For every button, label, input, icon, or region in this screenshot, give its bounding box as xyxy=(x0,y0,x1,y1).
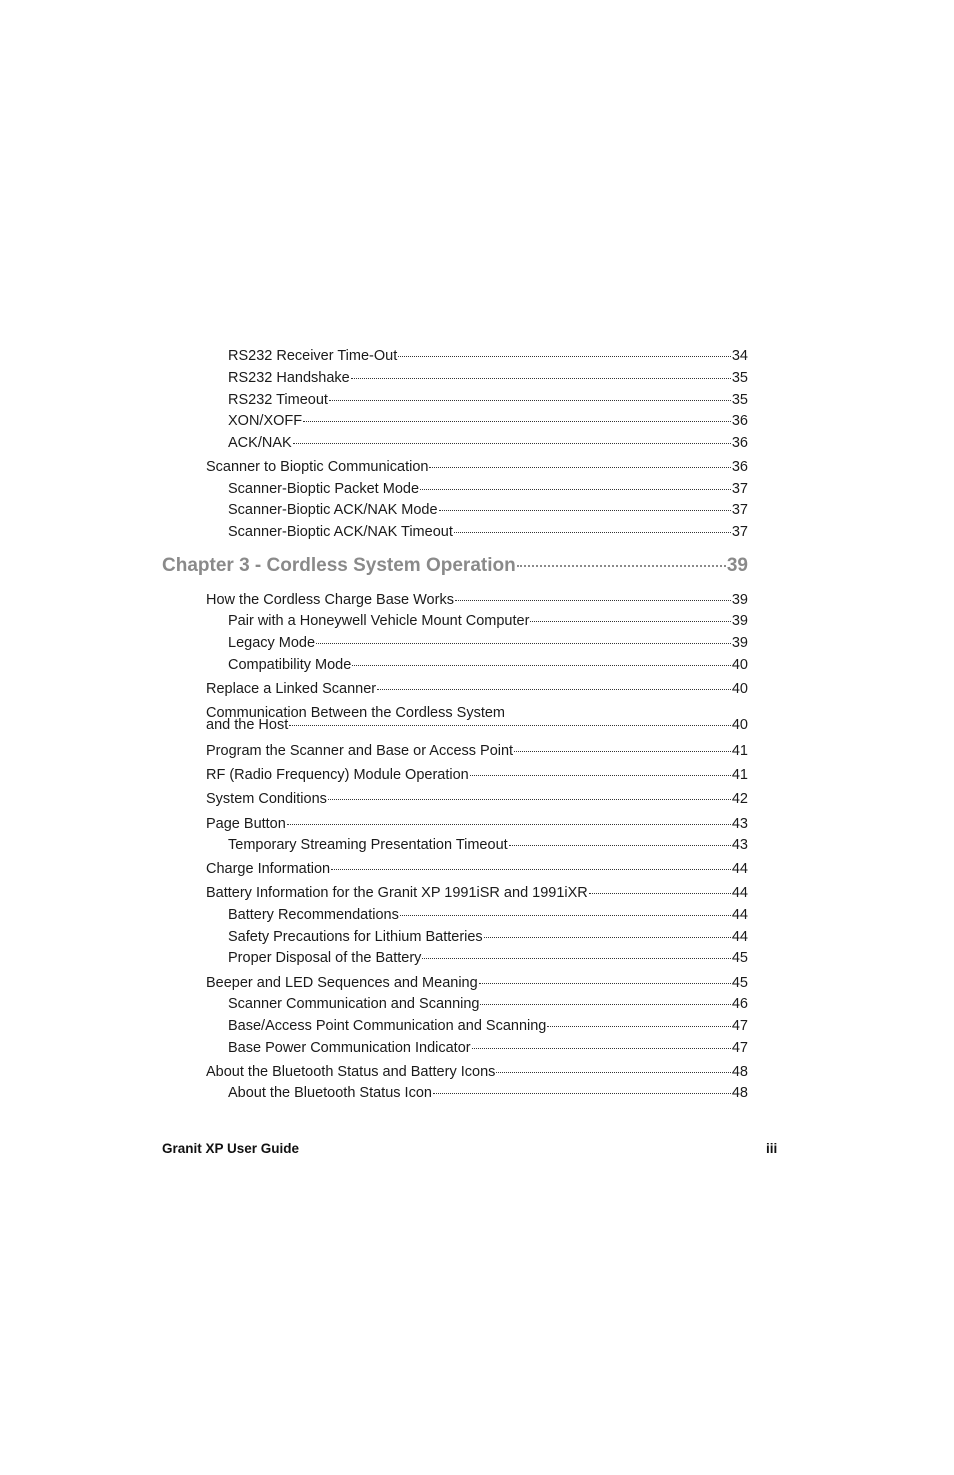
toc-entry-ack-nak[interactable] xyxy=(228,435,748,451)
toc-entry-label: Scanner-Bioptic Packet Mode xyxy=(228,481,420,497)
toc-entry-system-conditions[interactable] xyxy=(206,791,748,807)
toc-entry-label: Program the Scanner and Base or Access Point xyxy=(206,743,514,759)
toc-page-number: 36 xyxy=(731,413,748,429)
dot-leader xyxy=(517,565,726,567)
toc-entry-bioptic-acknak-timeout[interactable] xyxy=(228,524,748,540)
toc-page-number: 40 xyxy=(731,717,748,733)
toc-page-number: 36 xyxy=(731,435,748,451)
dot-leader xyxy=(439,510,731,511)
toc-entry-battery-recs[interactable] xyxy=(228,907,748,923)
toc-entry-label: Proper Disposal of the Battery xyxy=(228,950,422,966)
toc-entry-label: Base Power Communication Indicator xyxy=(228,1040,471,1056)
toc-page-number: 39 xyxy=(731,613,748,629)
toc-entry-label: Scanner Communication and Scanning xyxy=(228,996,480,1012)
toc-chapter-heading[interactable] xyxy=(162,555,748,577)
toc-entry-label: Battery Information for the Granit XP 1991iSR and 1991iXR xyxy=(206,885,588,901)
toc-entry-beeper-led[interactable] xyxy=(206,975,748,991)
dot-leader xyxy=(530,621,730,622)
toc-entry-label: ACK/NAK xyxy=(228,435,292,451)
dot-leader xyxy=(429,467,730,468)
dot-leader xyxy=(352,665,731,666)
toc-entry-temp-streaming[interactable] xyxy=(228,837,748,853)
toc-entry-rs232-handshake[interactable] xyxy=(228,370,748,386)
toc-entry-label: Beeper and LED Sequences and Meaning xyxy=(206,975,478,991)
footer-page-number: iii xyxy=(766,1141,778,1156)
toc-entry-label: RS232 Receiver Time-Out xyxy=(228,348,398,364)
footer-document-title: Granit XP User Guide xyxy=(162,1141,300,1156)
toc-entry-bt-status-battery[interactable] xyxy=(206,1064,748,1080)
toc-page-number: 40 xyxy=(731,681,748,697)
toc-entry-label: RS232 Timeout xyxy=(228,392,328,408)
toc-page-number: 39 xyxy=(731,635,748,651)
toc-entry-replace-linked[interactable] xyxy=(206,681,748,697)
dot-leader xyxy=(514,751,731,752)
toc-entry-label-line1: Communication Between the Cordless System xyxy=(206,705,505,721)
dot-leader xyxy=(293,443,731,444)
toc-page-number: 40 xyxy=(731,657,748,673)
toc-entry-xon-xoff[interactable] xyxy=(228,413,748,429)
toc-entry-label: Legacy Mode xyxy=(228,635,316,651)
toc-entry-label: Scanner-Bioptic ACK/NAK Mode xyxy=(228,502,438,518)
toc-entry-label: Charge Information xyxy=(206,861,331,877)
toc-page-number: 34 xyxy=(731,348,748,364)
dot-leader xyxy=(303,421,731,422)
toc-page-number: 46 xyxy=(731,996,748,1012)
toc-entry-label: XON/XOFF xyxy=(228,413,303,429)
dot-leader xyxy=(472,1048,731,1049)
toc-page-number: 41 xyxy=(731,767,748,783)
toc-page-number: 47 xyxy=(731,1018,748,1034)
dot-leader xyxy=(422,958,730,959)
toc-entry-scanner-bioptic[interactable] xyxy=(206,459,748,475)
toc-page-number: 45 xyxy=(731,975,748,991)
toc-entry-safety-lithium[interactable] xyxy=(228,929,748,945)
toc-entry-scanner-comm[interactable] xyxy=(228,996,748,1012)
dot-leader xyxy=(484,937,731,938)
toc-entry-label: Page Button xyxy=(206,816,286,832)
toc-entry-rf-module[interactable] xyxy=(206,767,748,783)
toc-page-number: 44 xyxy=(731,861,748,877)
toc-entry-charge-base[interactable] xyxy=(206,592,748,608)
toc-entry-comm-between[interactable] xyxy=(206,705,748,733)
toc-entry-label: RS232 Handshake xyxy=(228,370,350,386)
toc-page-number: 48 xyxy=(731,1064,748,1080)
toc-page-number: 37 xyxy=(731,502,748,518)
toc-entry-label: Scanner-Bioptic ACK/NAK Timeout xyxy=(228,524,453,540)
dot-leader xyxy=(470,775,731,776)
toc-entry-label: Pair with a Honeywell Vehicle Mount Computer xyxy=(228,613,530,629)
dot-leader xyxy=(316,643,731,644)
dot-leader xyxy=(351,378,731,379)
dot-leader xyxy=(496,1072,730,1073)
toc-entry-bioptic-packet[interactable] xyxy=(228,481,748,497)
toc-entry-legacy-mode[interactable] xyxy=(228,635,748,651)
dot-leader xyxy=(328,799,731,800)
toc-page-number: 48 xyxy=(731,1085,748,1101)
toc-page-number: 35 xyxy=(731,370,748,386)
dot-leader xyxy=(400,915,731,916)
toc-entry-rs232-timeout[interactable] xyxy=(228,392,748,408)
toc-entry-bioptic-acknak[interactable] xyxy=(228,502,748,518)
toc-page-number: 37 xyxy=(731,524,748,540)
toc-entry-rs232-receiver-timeout[interactable] xyxy=(228,348,748,364)
toc-entry-label: Temporary Streaming Presentation Timeout xyxy=(228,837,508,853)
toc-entry-pair-honeywell[interactable] xyxy=(228,613,748,629)
dot-leader xyxy=(433,1093,731,1094)
dot-leader xyxy=(331,869,731,870)
dot-leader xyxy=(509,845,731,846)
dot-leader xyxy=(589,893,731,894)
toc-entry-label: Replace a Linked Scanner xyxy=(206,681,377,697)
toc-entry-compat-mode[interactable] xyxy=(228,657,748,673)
toc-page-number: 41 xyxy=(731,743,748,759)
chapter-page-number: 39 xyxy=(726,555,748,576)
toc-page-number: 37 xyxy=(731,481,748,497)
toc-entry-page-button[interactable] xyxy=(206,816,748,832)
dot-leader xyxy=(287,824,731,825)
dot-leader xyxy=(398,356,731,357)
toc-entry-label: Safety Precautions for Lithium Batteries xyxy=(228,929,483,945)
toc-entry-label: Scanner to Bioptic Communication xyxy=(206,459,429,475)
toc-page-number: 43 xyxy=(731,816,748,832)
chapter-title: Chapter 3 - Cordless System Operation xyxy=(162,555,516,576)
toc-entry-proper-disposal[interactable] xyxy=(228,950,748,966)
toc-entry-label: Base/Access Point Communication and Scanning xyxy=(228,1018,547,1034)
toc-entry-label: RF (Radio Frequency) Module Operation xyxy=(206,767,469,783)
toc-page-number: 44 xyxy=(731,929,748,945)
toc-entry-charge-info[interactable] xyxy=(206,861,748,877)
dot-leader xyxy=(329,400,731,401)
toc-page-number: 47 xyxy=(731,1040,748,1056)
toc-entry-label: System Conditions xyxy=(206,791,327,807)
toc-entry-program-scanner[interactable] xyxy=(206,743,748,759)
toc-entry-line2 xyxy=(206,717,748,733)
toc-entry-label-line2: and the Host xyxy=(206,717,289,733)
toc-page-number: 44 xyxy=(731,907,748,923)
dot-leader xyxy=(420,489,731,490)
toc-page-number: 42 xyxy=(731,791,748,807)
toc-entry-label: Compatibility Mode xyxy=(228,657,352,673)
toc-page-number: 39 xyxy=(731,592,748,608)
toc-entry-label: About the Bluetooth Status and Battery Icons xyxy=(206,1064,496,1080)
toc-entry-base-access[interactable] xyxy=(228,1018,748,1034)
toc-entry-label: How the Cordless Charge Base Works xyxy=(206,592,454,608)
toc-entry-battery-info[interactable] xyxy=(206,885,748,901)
toc-page-number: 45 xyxy=(731,950,748,966)
dot-leader xyxy=(547,1026,730,1027)
toc-entry-label: Battery Recommendations xyxy=(228,907,399,923)
dot-leader xyxy=(377,689,731,690)
dot-leader xyxy=(480,1004,730,1005)
dot-leader xyxy=(454,532,731,533)
dot-leader xyxy=(289,725,731,726)
toc-page-number: 35 xyxy=(731,392,748,408)
toc-entry-bt-status-icon[interactable] xyxy=(228,1085,748,1101)
toc-page-number: 36 xyxy=(731,459,748,475)
dot-leader xyxy=(479,983,731,984)
toc-entry-label: About the Bluetooth Status Icon xyxy=(228,1085,432,1101)
toc-entry-base-power[interactable] xyxy=(228,1040,748,1056)
toc-page-number: 44 xyxy=(731,885,748,901)
dot-leader xyxy=(455,600,731,601)
toc-page-number: 43 xyxy=(731,837,748,853)
